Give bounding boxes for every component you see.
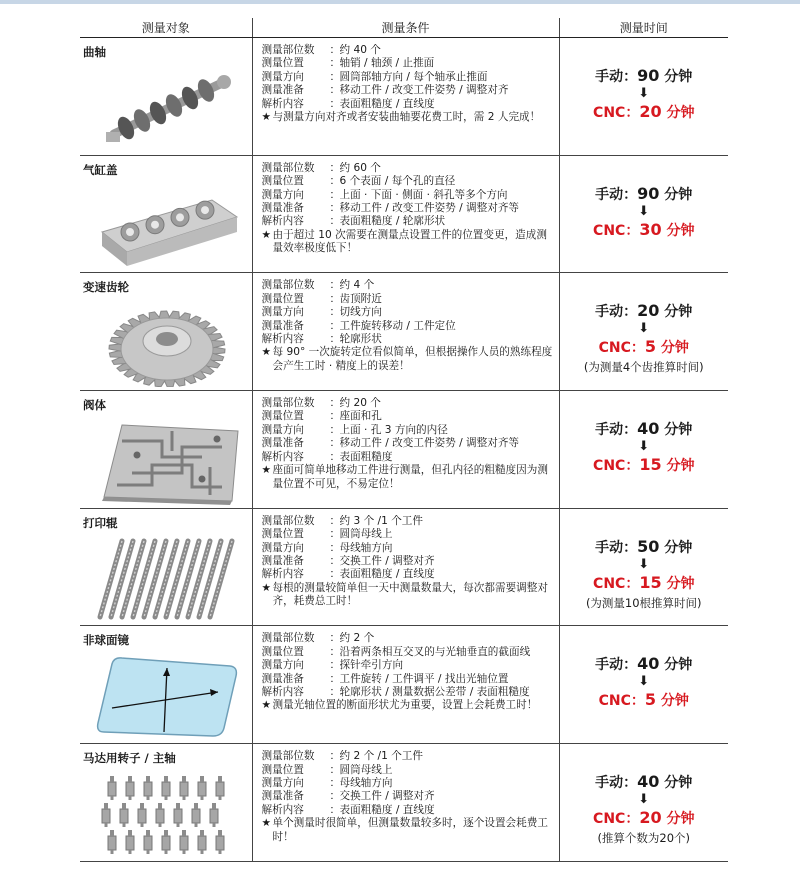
manual-minutes: 20 xyxy=(637,301,660,321)
cnc-label: CNC： xyxy=(593,105,640,121)
analysis-value: 表面粗糙度 / 直线度 xyxy=(339,97,435,110)
star-icon: ★ xyxy=(261,581,271,594)
direction-label: 测量方向 xyxy=(261,188,304,201)
object-image xyxy=(92,182,242,270)
conditions-cell xyxy=(252,508,559,626)
analysis-label: 解析内容 xyxy=(261,333,304,345)
manual-minutes: 40 xyxy=(637,419,660,439)
object-image xyxy=(92,64,242,152)
down-arrow-icon: ⬇ xyxy=(638,674,650,690)
count-value: 约 60 个 xyxy=(339,161,381,174)
manual-label: 手动： xyxy=(595,69,638,85)
note-text: 每 90° 一次旋转定位看似简单，但根据操作人员的熟练程度会产生工时 · 精度上的误差！ xyxy=(272,346,553,372)
analysis-value: 表面粗糙度 xyxy=(339,450,393,463)
position-value: 轴销 / 轴颈 / 止推面 xyxy=(339,57,435,70)
count-label: 测量部位数 xyxy=(261,161,315,174)
table-row xyxy=(80,744,728,862)
count-value: 约 4 个 xyxy=(339,279,375,292)
table-row xyxy=(80,38,728,156)
top-accent-bar xyxy=(0,0,800,4)
prep-label: 测量准备 xyxy=(261,84,304,97)
time-cell xyxy=(559,273,728,391)
star-icon: ★ xyxy=(261,699,271,712)
manual-minutes: 90 xyxy=(637,66,660,85)
count-value: 约 3 个 /1 个工件 xyxy=(339,514,423,527)
prep-value: 交换工件 / 调整对齐 xyxy=(339,790,435,803)
direction-line: 测量方向 ： 母线轴方向 xyxy=(262,542,555,555)
analysis-line: 解析内容 ： 表面粗糙度 / 直线度 xyxy=(262,98,555,111)
count-line: 测量部位数 ： 约 4 个 xyxy=(262,279,555,292)
prep-value: 移动工件 / 改变工件姿势 / 调整对齐等 xyxy=(339,437,520,450)
down-arrow-icon: ⬇ xyxy=(638,321,650,337)
count-label: 测量部位数 xyxy=(261,397,315,410)
table-row xyxy=(80,155,728,273)
down-arrow-icon: ⬇ xyxy=(638,792,650,808)
manual-time xyxy=(560,66,729,86)
count-label: 测量部位数 xyxy=(261,279,315,292)
prep-label: 测量准备 xyxy=(261,437,304,450)
manual-label: 手动： xyxy=(595,422,638,439)
manual-time xyxy=(560,772,729,792)
manual-unit: 分钟 xyxy=(659,186,693,203)
count-label: 测量部位数 xyxy=(261,514,315,527)
cnc-time xyxy=(560,455,729,475)
note-line xyxy=(262,464,555,491)
note-text: 由于超过 10 次需要在测量点设置工件的位置变更，造成测量效率极度低下！ xyxy=(272,228,547,255)
manual-minutes: 50 xyxy=(637,536,660,556)
analysis-line: 解析内容 ： 表面粗糙度 / 直线度 xyxy=(262,568,555,581)
direction-line: 测量方向 ： 探针牵引方向 xyxy=(262,659,555,672)
cnc-label: CNC： xyxy=(593,222,640,239)
analysis-line: 解析内容 ： 表面粗糙度 xyxy=(262,451,555,464)
cnc-minutes: 15 xyxy=(639,572,662,592)
analysis-line: 解析内容 ： 轮廓形状 xyxy=(262,333,555,346)
position-label: 测量位置 xyxy=(261,292,304,305)
analysis-label: 解析内容 xyxy=(261,568,304,581)
manual-unit: 分钟 xyxy=(659,69,693,85)
object-name: 阀体 xyxy=(83,398,106,413)
note-text: 测量光轴位置的断面形状尤为重要，设置上会耗费工时！ xyxy=(272,699,538,712)
count-value: 约 40 个 xyxy=(339,44,381,56)
cnc-time xyxy=(560,808,729,828)
conditions-cell xyxy=(252,155,559,273)
analysis-line: 解析内容 ： 表面粗糙度 / 轮廓形状 xyxy=(262,215,555,228)
position-label: 测量位置 xyxy=(261,763,304,776)
print-roller-image xyxy=(92,535,242,623)
cnc-label: CNC： xyxy=(598,693,645,710)
cnc-minutes: 5 xyxy=(644,690,657,710)
prep-line: 测量准备 ： 移动工件 / 改变工件姿势 / 调整对齐等 xyxy=(262,202,555,215)
analysis-value: 轮廓形状 / 测量数据公差带 / 表面粗糙度 xyxy=(339,686,530,699)
position-line: 测量位置 ： 圆筒母线上 xyxy=(262,764,555,777)
note-line xyxy=(262,111,555,124)
direction-line: 测量方向 ： 上面 · 下面 · 侧面 · 斜孔等多个方向 xyxy=(262,189,555,202)
object-image xyxy=(92,535,242,623)
object-image xyxy=(92,652,242,740)
conditions-cell xyxy=(252,38,559,156)
direction-value: 母线轴方向 xyxy=(339,541,393,554)
direction-value: 探针牵引方向 xyxy=(339,659,404,672)
direction-label: 测量方向 xyxy=(261,306,304,319)
aspheric-lens-image xyxy=(92,652,242,740)
manual-minutes: 40 xyxy=(637,654,660,674)
position-label: 测量位置 xyxy=(261,528,304,541)
cnc-unit: 分钟 xyxy=(661,222,695,239)
direction-label: 测量方向 xyxy=(261,541,304,554)
time-cell xyxy=(559,155,728,273)
note-text: 每根的测量较简单但一天中测量数量大，每次都需要调整对齐，耗费总工时！ xyxy=(272,581,548,608)
gear-image xyxy=(92,299,242,387)
manual-unit: 分钟 xyxy=(659,304,693,321)
star-icon: ★ xyxy=(261,346,271,359)
table-header-row xyxy=(80,18,728,38)
prep-line: 测量准备 ： 交换工件 / 调整对齐 xyxy=(262,790,555,803)
cnc-unit: 分钟 xyxy=(661,575,695,592)
down-arrow-icon: ⬇ xyxy=(638,203,650,219)
object-name: 气缸盖 xyxy=(83,162,118,177)
prep-label: 测量准备 xyxy=(261,319,304,332)
cnc-unit: 分钟 xyxy=(661,811,695,828)
analysis-line: 解析内容 ： 表面粗糙度 / 直线度 xyxy=(262,804,555,817)
note-text: 单个测量时很简单，但测量数量较多时，逐个设置会耗费工时！ xyxy=(272,817,548,843)
time-cell xyxy=(559,38,728,156)
direction-line: 测量方向 ： 母线轴方向 xyxy=(262,777,555,790)
object-name: 打印辊 xyxy=(83,515,118,530)
table-row xyxy=(80,391,728,509)
position-line: 测量位置 ： 轴销 / 轴颈 / 止推面 xyxy=(262,57,555,70)
position-label: 测量位置 xyxy=(261,57,304,70)
note-line xyxy=(262,229,555,256)
analysis-label: 解析内容 xyxy=(261,97,304,110)
time-cell xyxy=(559,508,728,626)
cnc-minutes: 5 xyxy=(644,337,657,357)
manual-label: 手动： xyxy=(595,775,638,792)
time-cell xyxy=(559,391,728,509)
cnc-label: CNC： xyxy=(593,811,640,828)
manual-time xyxy=(560,301,729,321)
header-object: 测量对象 xyxy=(80,18,252,38)
cnc-label: CNC： xyxy=(593,458,640,475)
count-line: 测量部位数 ： 约 60 个 xyxy=(262,162,555,175)
object-cell xyxy=(80,155,252,273)
count-line: 测量部位数 ： 约 40 个 xyxy=(262,44,555,57)
header-conditions: 测量条件 xyxy=(252,18,559,38)
prep-value: 移动工件 / 改变工件姿势 / 调整对齐 xyxy=(339,84,509,97)
conditions-cell xyxy=(252,626,559,744)
cnc-time xyxy=(560,102,729,122)
position-value: 齿顶附近 xyxy=(339,292,382,305)
star-icon: ★ xyxy=(261,228,271,241)
note-line xyxy=(262,817,555,844)
object-cell xyxy=(80,273,252,391)
valve-body-image xyxy=(92,417,242,505)
prep-line: 测量准备 ： 移动工件 / 改变工件姿势 / 调整对齐 xyxy=(262,84,555,97)
time-cell xyxy=(559,744,728,862)
manual-label: 手动： xyxy=(595,186,638,203)
cnc-minutes: 20 xyxy=(639,102,662,121)
direction-line: 测量方向 ： 圆筒部轴方向 / 每个轴承止推面 xyxy=(262,71,555,84)
table-row xyxy=(80,508,728,626)
object-cell xyxy=(80,38,252,156)
time-note: (为测量4个齿推算时间) xyxy=(583,360,704,375)
object-name: 曲轴 xyxy=(83,45,106,59)
cnc-unit: 分钟 xyxy=(656,340,689,357)
prep-label: 测量准备 xyxy=(261,554,304,567)
note-line xyxy=(262,346,555,373)
cnc-minutes: 15 xyxy=(639,455,662,475)
table-row xyxy=(80,626,728,744)
object-name: 非球面镜 xyxy=(83,633,129,648)
count-line: 测量部位数 ： 约 3 个 /1 个工件 xyxy=(262,515,555,528)
direction-value: 切线方向 xyxy=(339,306,382,319)
position-value: 座面和孔 xyxy=(339,410,382,423)
direction-value: 上面 · 孔 3 方向的内径 xyxy=(339,423,448,436)
manual-time xyxy=(560,537,729,557)
header-time: 测量时间 xyxy=(559,18,728,38)
star-icon: ★ xyxy=(261,817,271,830)
time-note: (为测量10根推算时间) xyxy=(585,595,702,610)
direction-label: 测量方向 xyxy=(261,423,304,436)
down-arrow-icon: ⬇ xyxy=(638,86,650,101)
cnc-time xyxy=(560,690,729,710)
down-arrow-icon: ⬇ xyxy=(638,556,650,572)
position-value: 6 个表面 / 每个孔的直径 xyxy=(339,175,456,188)
analysis-label: 解析内容 xyxy=(261,215,304,228)
measurement-comparison-table xyxy=(80,18,728,862)
position-line: 测量位置 ： 圆筒母线上 xyxy=(262,528,555,541)
direction-value: 上面 · 下面 · 侧面 · 斜孔等多个方向 xyxy=(339,188,508,201)
note-text: 座面可简单地移动工件进行测量，但孔内径的粗糙度因为测量位置不可见，不易定位！ xyxy=(272,464,548,490)
object-cell xyxy=(80,626,252,744)
prep-value: 交换工件 / 调整对齐 xyxy=(339,554,435,567)
note-line xyxy=(262,699,555,712)
analysis-label: 解析内容 xyxy=(261,450,304,463)
position-label: 测量位置 xyxy=(261,410,304,423)
prep-label: 测量准备 xyxy=(261,790,304,803)
count-label: 测量部位数 xyxy=(261,632,315,645)
position-line: 测量位置 ： 座面和孔 xyxy=(262,410,555,423)
position-line: 测量位置 ： 齿顶附近 xyxy=(262,293,555,306)
direction-line: 测量方向 ： 上面 · 孔 3 方向的内径 xyxy=(262,424,555,437)
direction-label: 测量方向 xyxy=(261,776,304,789)
position-value: 圆筒母线上 xyxy=(339,528,393,541)
manual-unit: 分钟 xyxy=(659,775,693,792)
cnc-label: CNC： xyxy=(598,340,645,357)
object-image xyxy=(92,770,242,858)
cnc-time xyxy=(560,220,729,240)
manual-unit: 分钟 xyxy=(659,422,693,439)
direction-value: 圆筒部轴方向 / 每个轴承止推面 xyxy=(339,70,488,83)
manual-label: 手动： xyxy=(595,657,638,674)
manual-minutes: 90 xyxy=(637,183,660,203)
star-icon: ★ xyxy=(261,464,271,477)
prep-value: 移动工件 / 改变工件姿势 / 调整对齐等 xyxy=(339,201,520,214)
prep-line: 测量准备 ： 工件旋转移动 / 工件定位 xyxy=(262,320,555,333)
manual-time xyxy=(560,654,729,674)
analysis-line: 解析内容 ： 轮廓形状 / 测量数据公差带 / 表面粗糙度 xyxy=(262,686,555,699)
time-cell xyxy=(559,626,728,744)
table-row xyxy=(80,273,728,391)
cnc-label: CNC： xyxy=(593,575,640,592)
object-name: 马达用转子 / 主轴 xyxy=(83,751,176,766)
direction-label: 测量方向 xyxy=(261,659,304,672)
object-cell xyxy=(80,508,252,626)
position-line: 测量位置 ： 沿着两条相互交叉的与光轴垂直的截面线 xyxy=(262,646,555,659)
time-note: (推算个数为20个) xyxy=(597,831,691,846)
object-image xyxy=(92,299,242,387)
conditions-cell xyxy=(252,391,559,509)
position-line: 测量位置 ： 6 个表面 / 每个孔的直径 xyxy=(262,175,555,188)
cnc-time xyxy=(560,337,729,357)
down-arrow-icon: ⬇ xyxy=(638,439,650,455)
cnc-minutes: 20 xyxy=(639,808,662,828)
analysis-value: 表面粗糙度 / 轮廓形状 xyxy=(339,215,446,228)
direction-label: 测量方向 xyxy=(261,70,304,83)
analysis-label: 解析内容 xyxy=(261,803,304,816)
count-label: 测量部位数 xyxy=(261,750,315,763)
cnc-minutes: 30 xyxy=(639,219,662,239)
motor-rotor-image xyxy=(92,770,242,858)
position-value: 圆筒母线上 xyxy=(339,763,393,776)
count-value: 约 20 个 xyxy=(339,397,381,410)
manual-minutes: 40 xyxy=(637,772,660,792)
manual-unit: 分钟 xyxy=(659,657,693,674)
direction-line: 测量方向 ： 切线方向 xyxy=(262,306,555,319)
count-line: 测量部位数 ： 约 2 个 /1 个工件 xyxy=(262,750,555,763)
prep-label: 测量准备 xyxy=(261,672,304,685)
prep-label: 测量准备 xyxy=(261,201,304,214)
prep-value: 工件旋转移动 / 工件定位 xyxy=(339,319,456,332)
cnc-time xyxy=(560,573,729,593)
count-line: 测量部位数 ： 约 20 个 xyxy=(262,397,555,410)
analysis-value: 表面粗糙度 / 直线度 xyxy=(339,803,435,816)
prep-line: 测量准备 ： 交换工件 / 调整对齐 xyxy=(262,555,555,568)
manual-label: 手动： xyxy=(595,304,638,321)
cnc-unit: 分钟 xyxy=(656,693,689,710)
note-text: 与测量方向对齐或者安装曲轴要花费工时，需 2 人完成！ xyxy=(272,111,541,124)
count-label: 测量部位数 xyxy=(261,44,315,56)
manual-time xyxy=(560,184,729,204)
analysis-value: 轮廓形状 xyxy=(339,333,382,345)
cnc-unit: 分钟 xyxy=(661,105,695,121)
position-label: 测量位置 xyxy=(261,175,304,188)
prep-line: 测量准备 ： 工件旋转 / 工件调平 / 找出光轴位置 xyxy=(262,673,555,686)
count-value: 约 2 个 xyxy=(339,632,375,645)
count-line: 测量部位数 ： 约 2 个 xyxy=(262,632,555,645)
object-cell xyxy=(80,391,252,509)
count-value: 约 2 个 /1 个工件 xyxy=(339,750,423,763)
cylinder-head-image xyxy=(92,182,242,270)
prep-value: 工件旋转 / 工件调平 / 找出光轴位置 xyxy=(339,672,509,685)
conditions-cell xyxy=(252,273,559,391)
note-line xyxy=(262,582,555,609)
direction-value: 母线轴方向 xyxy=(339,776,393,789)
position-value: 沿着两条相互交叉的与光轴垂直的截面线 xyxy=(339,645,531,658)
object-cell xyxy=(80,744,252,862)
conditions-cell xyxy=(252,744,559,862)
analysis-value: 表面粗糙度 / 直线度 xyxy=(339,568,435,581)
cnc-unit: 分钟 xyxy=(661,458,695,475)
prep-line: 测量准备 ： 移动工件 / 改变工件姿势 / 调整对齐等 xyxy=(262,437,555,450)
object-image xyxy=(92,417,242,505)
object-name: 变速齿轮 xyxy=(83,280,129,295)
crankshaft-image xyxy=(92,64,242,152)
analysis-label: 解析内容 xyxy=(261,686,304,699)
manual-unit: 分钟 xyxy=(659,539,693,556)
manual-time xyxy=(560,419,729,439)
manual-label: 手动： xyxy=(595,539,638,556)
position-label: 测量位置 xyxy=(261,645,304,658)
star-icon: ★ xyxy=(261,111,271,124)
